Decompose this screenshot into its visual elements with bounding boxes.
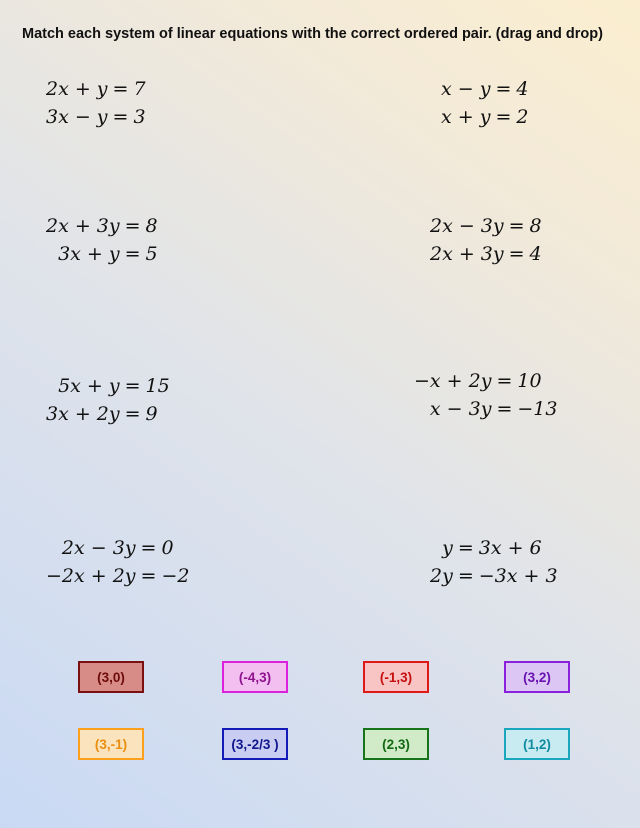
equation-lhs: x + y — [441, 106, 491, 128]
equation-rhs: 4 — [529, 243, 542, 265]
equation-lhs: 2x − 3y — [61, 537, 136, 559]
equals-sign: = — [124, 403, 141, 425]
equation-rhs: 5 — [145, 243, 158, 265]
equals-sign: = — [124, 215, 141, 237]
equation-lhs: x − y — [441, 78, 491, 100]
equation-lhs: 5x + y — [58, 375, 120, 397]
equation-rhs: 10 — [517, 370, 542, 392]
equals-sign: = — [112, 106, 129, 128]
equation-system-8 — [430, 534, 558, 590]
equation-system-5 — [46, 372, 170, 428]
equals-sign: = — [496, 398, 513, 420]
equation-rhs: −13 — [517, 398, 558, 420]
equation-rhs: 15 — [145, 375, 170, 397]
equation-rhs: −2 — [161, 565, 190, 587]
equation-rhs: 3x + 6 — [478, 537, 542, 559]
equation-lhs: 2x + 3y — [46, 215, 120, 237]
equation-lhs: −2x + 2y — [46, 565, 136, 587]
equation-lhs: 2y — [430, 565, 453, 587]
equation-rhs: −3x + 3 — [478, 565, 558, 587]
equation-rhs: 8 — [529, 215, 542, 237]
equation-lhs: 2x + 3y — [430, 243, 504, 265]
equation-rhs: 2 — [516, 106, 529, 128]
equals-sign: = — [124, 375, 141, 397]
equals-sign: = — [496, 370, 513, 392]
answer-chip[interactable]: (-4,3) — [222, 661, 288, 693]
equation-rhs: 3 — [133, 106, 146, 128]
equals-sign: = — [457, 565, 474, 587]
answer-chip[interactable]: (1,2) — [504, 728, 570, 760]
answer-chip[interactable]: (3,2) — [504, 661, 570, 693]
answer-chip[interactable]: (3,-1) — [78, 728, 144, 760]
equation-system-7 — [46, 534, 189, 590]
equation-lhs: −x + 2y — [414, 370, 492, 392]
equation-lhs: 2x + y — [46, 78, 108, 100]
answer-chip[interactable]: (3,0) — [78, 661, 144, 693]
equals-sign: = — [124, 243, 141, 265]
equation-rhs: 8 — [145, 215, 158, 237]
equation-lhs: x − 3y — [429, 398, 492, 420]
equals-sign: = — [508, 215, 525, 237]
answer-chip[interactable]: (2,3) — [363, 728, 429, 760]
equation-lhs: 3x − y — [46, 106, 108, 128]
equation-lhs: 3x + 2y — [46, 403, 120, 425]
answer-chip[interactable]: (3,-2/3 ) — [222, 728, 288, 760]
equals-sign: = — [457, 537, 474, 559]
equation-rhs: 4 — [516, 78, 529, 100]
equation-lhs: 3x + y — [58, 243, 120, 265]
equation-system-6 — [414, 367, 558, 423]
equals-sign: = — [508, 243, 525, 265]
equation-system-1 — [46, 75, 146, 131]
instructions-title: Match each system of linear equations with the correct ordered pair. (drag and drop) — [22, 26, 603, 42]
equation-lhs: 2x − 3y — [430, 215, 504, 237]
equals-sign: = — [495, 106, 512, 128]
equation-rhs: 0 — [161, 537, 174, 559]
equals-sign: = — [140, 537, 157, 559]
equals-sign: = — [495, 78, 512, 100]
equation-rhs: 9 — [145, 403, 158, 425]
equation-system-3 — [46, 212, 158, 268]
equation-lhs: y — [442, 537, 453, 559]
equals-sign: = — [112, 78, 129, 100]
answer-chip[interactable]: (-1,3) — [363, 661, 429, 693]
equation-rhs: 7 — [133, 78, 146, 100]
equals-sign: = — [140, 565, 157, 587]
equation-system-2 — [441, 75, 528, 131]
equation-system-4 — [430, 212, 542, 268]
